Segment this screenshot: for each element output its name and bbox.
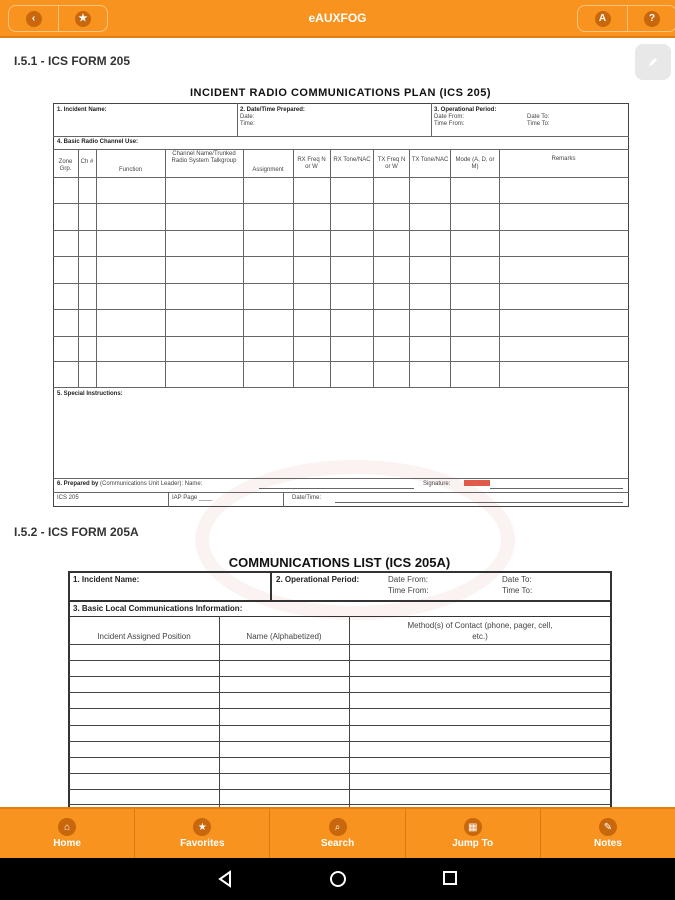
date-from-label-205a: Date From: <box>388 575 429 584</box>
name-label: Name: <box>184 481 203 487</box>
star-icon: ★ <box>75 11 91 27</box>
nav-search[interactable] <box>269 809 404 858</box>
col-function: Function <box>118 167 142 173</box>
op-period-label-205a: 2. Operational Period: <box>276 575 360 584</box>
nav-notes-label: Notes <box>594 838 622 849</box>
signature-label: Signature: <box>423 481 451 487</box>
col-channel: Channel Name/Trunked Radio System Talkgroup <box>171 151 237 164</box>
nav-home-label: Home <box>53 838 81 849</box>
help-icon: ? <box>644 11 660 27</box>
font-size-button[interactable] <box>578 6 627 31</box>
nav-jump-to-label: Jump To <box>452 838 494 849</box>
col-name: Name (Alphabetized) <box>246 632 322 641</box>
nav-notes[interactable] <box>540 809 675 858</box>
edit-button[interactable] <box>635 44 671 80</box>
star-icon: ★ <box>193 818 211 836</box>
col-ch: Ch # <box>80 159 94 165</box>
col-zone: Zone Grp. <box>58 159 73 172</box>
section-title-205: I.5.1 - ICS FORM 205 <box>14 54 131 68</box>
incident-name-label-205a: 1. Incident Name: <box>73 575 140 584</box>
nav-favorites[interactable] <box>134 809 269 858</box>
date-label: Date: <box>240 114 255 120</box>
col-tx-freq: TX Freq N or W <box>377 157 406 170</box>
col-mode: Mode (A, D, or M) <box>455 157 495 170</box>
nav-favorites-label: Favorites <box>180 838 225 849</box>
pencil-icon: ✎ <box>599 818 617 836</box>
basic-info-label: 3. Basic Local Communications Information: <box>73 604 243 613</box>
prepared-by-row <box>57 481 202 488</box>
special-instructions-label: 5. Special Instructions: <box>57 391 123 397</box>
nav-home[interactable] <box>0 809 134 858</box>
time-from-label: Time From: <box>434 121 465 127</box>
pencil-icon <box>647 56 659 68</box>
system-back-icon[interactable] <box>216 870 234 888</box>
font-size-icon: A <box>595 11 611 27</box>
form-id: ICS 205 <box>57 495 79 501</box>
time-to-label-205a: Time To: <box>502 586 533 595</box>
date-to-label: Date To: <box>527 114 550 120</box>
date-prepared-label: 2. Date/Time Prepared: <box>240 107 305 113</box>
nav-jump-to[interactable] <box>405 809 540 858</box>
prepared-by-label: 6. Prepared by <box>57 481 99 487</box>
col-remarks: Remarks <box>551 156 576 162</box>
channel-use-label: 4. Basic Radio Channel Use: <box>57 139 139 145</box>
time-to-label: Time To: <box>527 121 550 127</box>
datetime-label: Date/Time: <box>292 495 322 501</box>
help-button[interactable] <box>627 6 675 31</box>
col-contact: Method(s) of Contact (phone, pager, cell, etc.) <box>407 621 553 641</box>
op-period-label: 3. Operational Period: <box>434 107 497 113</box>
col-rx-freq: RX Freq N or W <box>297 157 326 170</box>
search-icon: ⌕ <box>329 818 347 836</box>
form-205-title: INCIDENT RADIO COMMUNICATIONS PLAN (ICS 205) <box>189 87 492 99</box>
prepared-by-role: (Communications Unit Leader): <box>100 481 184 487</box>
form-205a-title: COMMUNICATIONS LIST (ICS 205A) <box>228 555 451 570</box>
time-label: Time: <box>240 121 255 127</box>
col-tx-tone: TX Tone/NAC <box>411 157 449 163</box>
col-assignment: Assignment <box>252 167 284 173</box>
nav-search-label: Search <box>320 838 355 849</box>
col-rx-tone: RX Tone/NAC <box>333 157 371 163</box>
back-icon: ‹ <box>26 11 42 27</box>
document-content[interactable] <box>0 40 675 807</box>
section-title-205a: I.5.2 - ICS FORM 205A <box>14 525 139 539</box>
system-nav-bar <box>0 858 675 900</box>
col-position: Incident Assigned Position <box>97 632 191 641</box>
date-from-label: Date From: <box>434 114 465 120</box>
right-button-group <box>577 5 675 32</box>
system-recents-icon[interactable] <box>442 870 458 886</box>
app-header <box>0 0 675 38</box>
date-to-label-205a: Date To: <box>502 575 532 584</box>
grid-icon: ▦ <box>464 818 482 836</box>
bottom-nav <box>0 807 675 858</box>
app-title: eAUXFOG <box>308 11 367 25</box>
iap-page-label: IAP Page ____ <box>172 495 213 501</box>
time-from-label-205a: Time From: <box>388 586 429 595</box>
incident-name-label: 1. Incident Name: <box>57 107 107 113</box>
home-icon: ⌂ <box>58 818 76 836</box>
sign-here-flag-icon <box>464 480 490 486</box>
system-home-icon[interactable] <box>329 870 347 888</box>
